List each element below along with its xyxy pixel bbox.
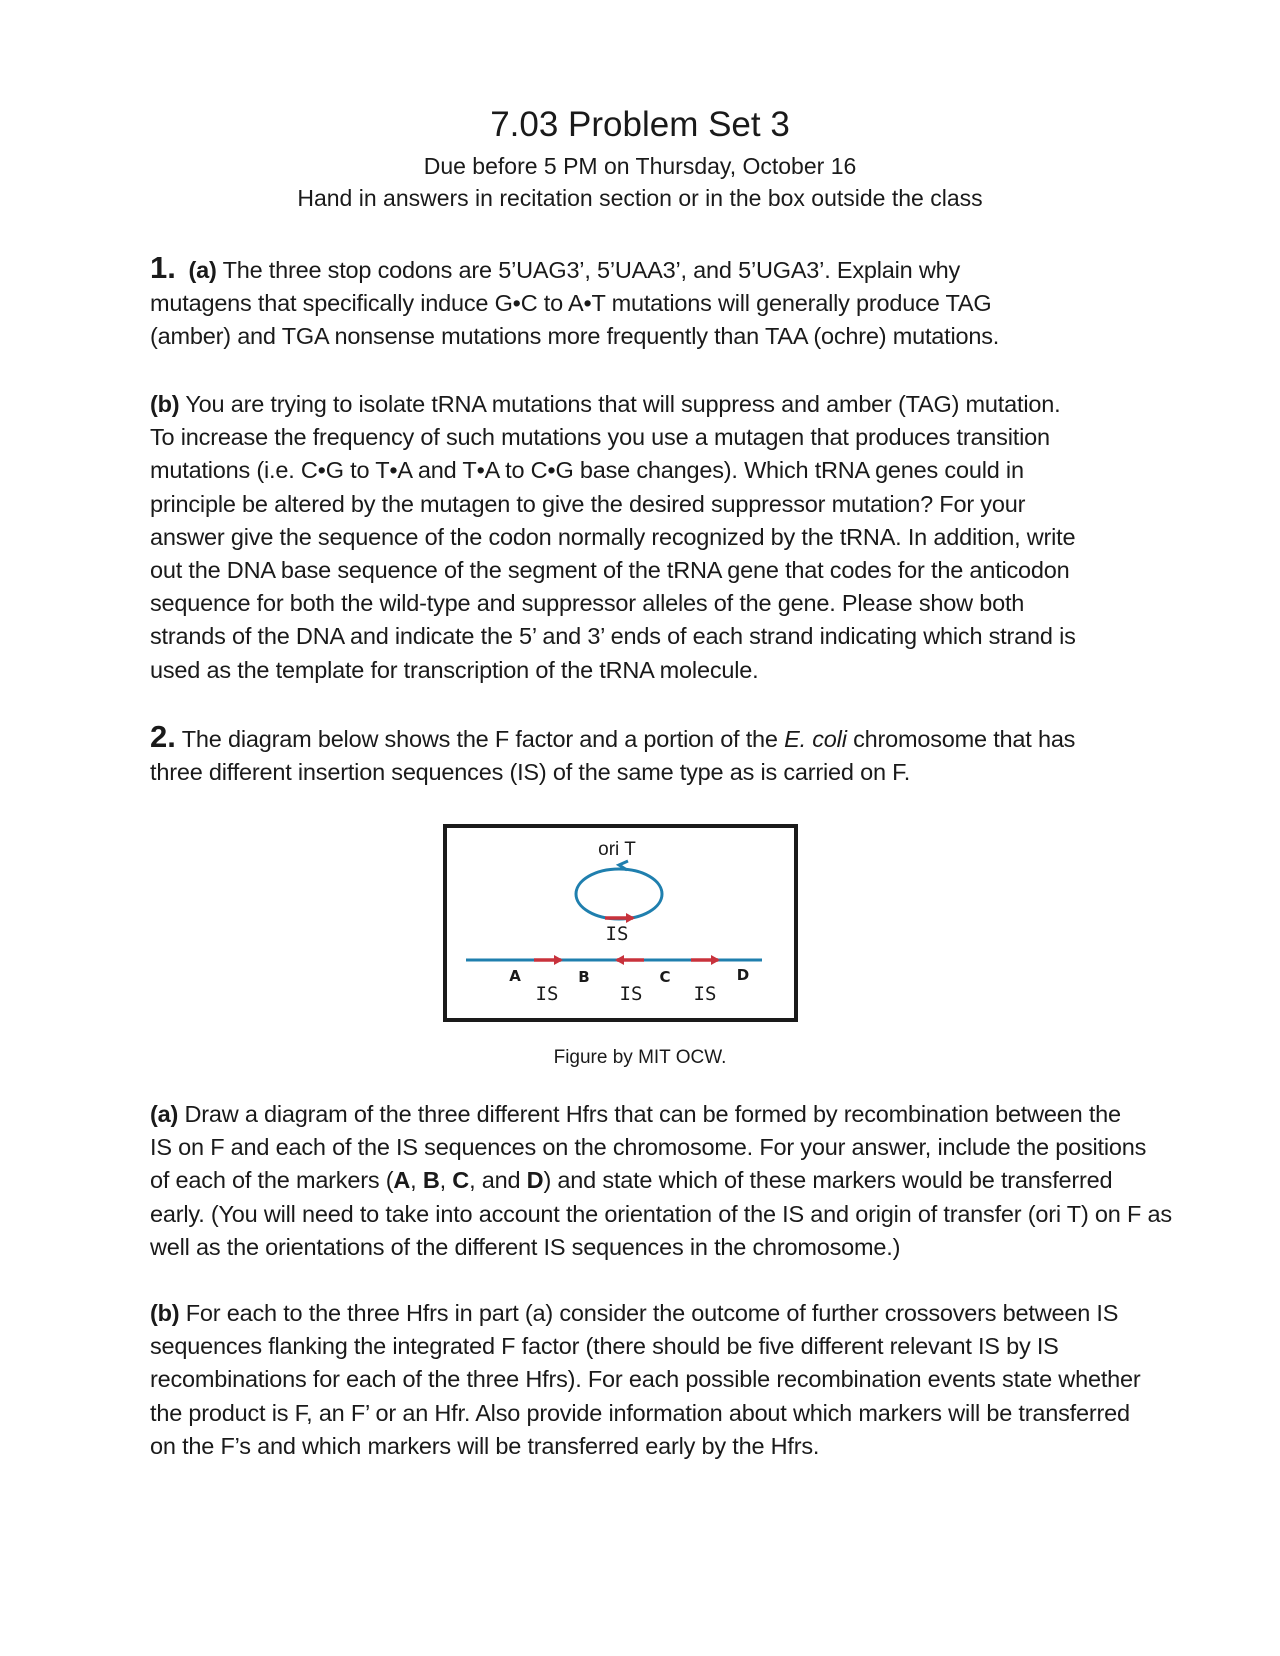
- question-1a: [150, 251, 1210, 354]
- question-2-intro: 2. The diagram below shows the F factor and a portion of the E. coli chromosome that has three different insertion sequences (IS) of the same type as is carried on F.: [150, 720, 1210, 789]
- figure-caption: Figure by MIT OCW.: [553, 1047, 727, 1068]
- text-line: on the F’s and which markers will be transferred early by the Hfrs.: [150, 1432, 820, 1459]
- text-line: strands of the DNA and indicate the 5’ and 3’ ends of each strand indicating which strand is: [150, 623, 1076, 650]
- f-factor-diagram: [443, 824, 798, 1022]
- text-line: Draw a diagram of the three different Hfrs that can be formed by recombination between the: [184, 1101, 1121, 1127]
- chromosome-is-label-3: IS: [693, 983, 717, 1005]
- text-line: IS on F and each of the IS sequences on the chromosome. For your answer, include the positions: [150, 1134, 1147, 1161]
- question-1b: [150, 388, 1210, 687]
- part-label: (a): [188, 257, 217, 283]
- text-line: principle be altered by the mutagen to give the desired suppressor mutation? For your: [150, 490, 1026, 517]
- marker-a: A: [509, 967, 521, 985]
- marker-d: D: [736, 966, 750, 984]
- text-line: of each of the markers (A, B, C, and D) and state which of these markers would be transferred: [150, 1167, 1113, 1194]
- text-line: three different insertion sequences (IS) of the same type as is carried on F.: [150, 759, 911, 786]
- marker-b: B: [578, 968, 590, 986]
- text-line: mutagens that specifically induce G•C to A•T mutations will generally produce TAG: [150, 290, 992, 317]
- chromosome-is-label-1: IS: [535, 983, 559, 1005]
- text-line: well as the orientations of the different IS sequences in the chromosome.): [150, 1233, 901, 1260]
- diagram-canvas: [447, 828, 794, 1018]
- text-line: The three stop codons are 5’UAG3’, 5’UAA3’, and 5’UGA3’. Explain why: [222, 257, 961, 283]
- question-number: 2.: [150, 719, 176, 754]
- part-label: (b): [150, 391, 180, 417]
- text-line: early. (You will need to take into account the orientation of the IS and origin of transfer (ori T) on F as: [150, 1200, 1172, 1227]
- page-title: 7.03 Problem Set 3: [490, 105, 790, 144]
- part-label: (a): [150, 1101, 179, 1127]
- text-line: To increase the frequency of such mutations you use a mutagen that produces transition: [150, 424, 1050, 451]
- marker-c: C: [659, 968, 671, 986]
- due-date: Due before 5 PM on Thursday, October 16: [423, 153, 857, 179]
- text-line: For each to the three Hfrs in part (a) consider the outcome of further crossovers between IS: [185, 1300, 1119, 1326]
- organism-name: E. coli: [784, 726, 847, 752]
- hand-in-instructions: Hand in answers in recitation section or in the box outside the class: [297, 185, 983, 211]
- ori-t-label: ori T: [598, 839, 636, 860]
- part-label: (b): [150, 1300, 180, 1326]
- text-line: mutations (i.e. C•G to T•A and T•A to C•G base changes). Which tRNA genes could in: [150, 457, 1024, 484]
- text-line: out the DNA base sequence of the segment of the tRNA gene that codes for the anticodon: [150, 557, 1070, 584]
- text-line: answer give the sequence of the codon normally recognized by the tRNA. In addition, write: [150, 523, 1076, 550]
- question-number: 1.: [150, 250, 176, 285]
- text-line: sequence for both the wild-type and suppressor alleles of the gene. Please show both: [150, 590, 1025, 617]
- f-factor-plasmid: [576, 869, 662, 919]
- text-line: You are trying to isolate tRNA mutations that will suppress and amber (TAG) mutation.: [185, 391, 1061, 417]
- question-2b: [150, 1297, 1210, 1463]
- text-line: (amber) and TGA nonsense mutations more frequently than TAA (ochre) mutations.: [150, 323, 1000, 350]
- question-2a: [150, 1098, 1210, 1264]
- chromosome-is-label-2: IS: [619, 983, 643, 1005]
- text-line: used as the template for transcription of the tRNA molecule.: [150, 656, 759, 683]
- f-is-label: IS: [605, 923, 629, 945]
- text-line: sequences flanking the integrated F factor (there should be five different relevant IS by IS: [150, 1333, 1059, 1360]
- text-line: the product is F, an F’ or an Hfr. Also provide information about which markers will be transferred: [150, 1399, 1130, 1426]
- text-line: recombinations for each of the three Hfrs). For each possible recombination events state whether: [150, 1366, 1141, 1393]
